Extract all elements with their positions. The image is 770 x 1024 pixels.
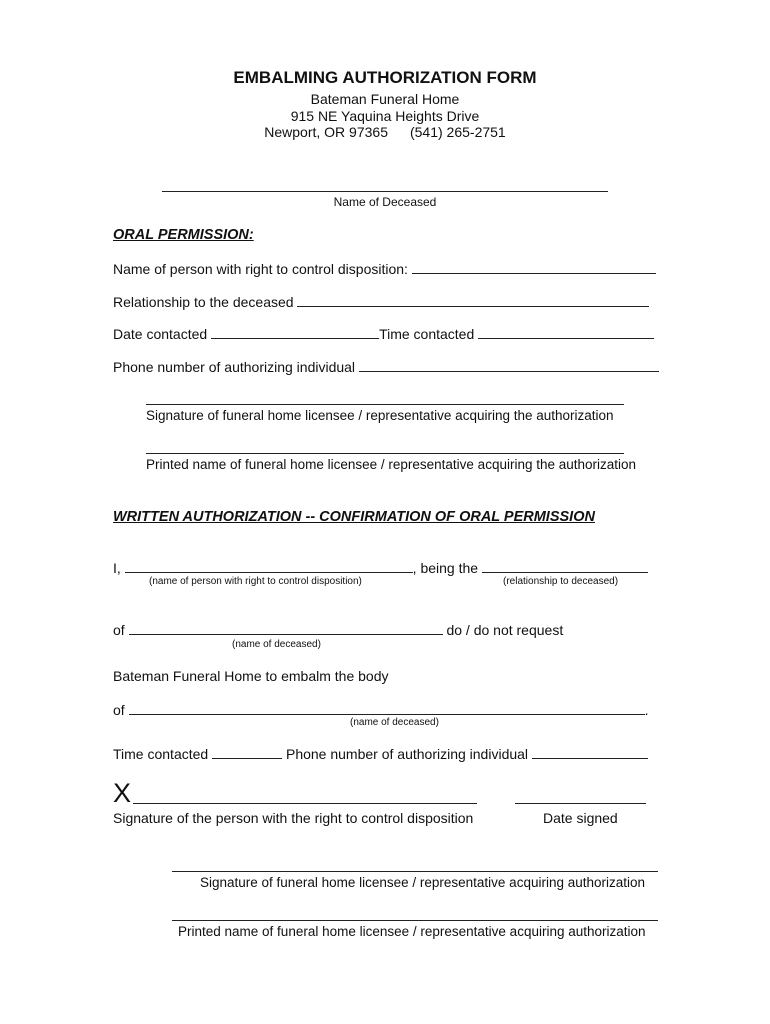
written-deceased-field[interactable] — [129, 633, 443, 635]
oral-person-row — [113, 261, 656, 277]
oral-date-time-row — [113, 326, 654, 342]
written-person-row — [113, 560, 648, 576]
business-address: 915 NE Yaquina Heights Drive — [290, 108, 480, 124]
oral-date-label: Date contacted — [113, 326, 208, 342]
oral-relationship-row — [113, 294, 649, 310]
oral-phone-label: Phone number of authorizing individual — [113, 359, 356, 375]
oral-permission-heading: ORAL PERMISSION: — [113, 227, 254, 243]
person-signature-field[interactable] — [133, 803, 477, 804]
person-signature-caption: Signature of the person with the right to control disposition — [113, 810, 474, 826]
business-city-state-zip: Newport, OR 97365 — [264, 124, 388, 140]
written-licensee-signature-field[interactable] — [172, 871, 658, 872]
oral-licensee-printed-field[interactable] — [146, 453, 624, 454]
deceased-name-caption: Name of Deceased — [333, 195, 437, 209]
written-licensee-printed-field[interactable] — [172, 920, 658, 921]
signature-x-mark: X — [113, 778, 132, 808]
oral-licensee-signature-caption: Signature of funeral home licensee / representative acquiring the authorization — [146, 408, 614, 423]
oral-phone-row — [113, 359, 659, 375]
oral-time-label: Time contacted — [379, 326, 475, 342]
written-period: . — [644, 702, 649, 718]
written-relationship-field[interactable] — [482, 571, 648, 573]
written-person-field[interactable] — [125, 571, 413, 573]
written-time-phone-row — [113, 746, 648, 762]
written-i-label: I, — [113, 560, 121, 576]
business-phone: (541) 265-2751 — [409, 124, 506, 140]
written-deceased-row-2 — [113, 702, 648, 718]
oral-relationship-field[interactable] — [297, 305, 649, 307]
oral-licensee-signature-field[interactable] — [146, 404, 624, 405]
written-relationship-hint: (relationship to deceased) — [503, 576, 619, 587]
written-embalm-text: Bateman Funeral Home to embalm the body — [113, 668, 389, 684]
written-deceased-hint-2: (name of deceased) — [350, 717, 439, 728]
written-person-hint: (name of person with right to control disposition) — [149, 576, 362, 587]
written-of-label: of — [113, 622, 125, 638]
written-phone-field[interactable] — [532, 757, 648, 759]
written-phone-label: Phone number of authorizing individual — [285, 746, 529, 762]
written-licensee-signature-caption: Signature of funeral home licensee / representative acquiring authorization — [200, 875, 646, 890]
oral-time-field[interactable] — [478, 337, 654, 339]
written-being-the-label: , being the — [412, 560, 479, 576]
written-of-label-2: of — [113, 702, 125, 718]
written-licensee-printed-caption: Printed name of funeral home licensee / representative acquiring authorization — [178, 924, 646, 939]
oral-phone-field[interactable] — [359, 370, 659, 372]
written-deceased-hint: (name of deceased) — [232, 639, 321, 650]
written-time-label: Time contacted — [113, 746, 209, 762]
oral-relationship-label: Relationship to the deceased — [113, 294, 294, 310]
oral-person-label: Name of person with right to control disposition: — [113, 261, 408, 277]
form-title: EMBALMING AUTHORIZATION FORM — [233, 68, 537, 87]
business-name: Bateman Funeral Home — [310, 91, 460, 107]
date-signed-field[interactable] — [515, 803, 646, 804]
written-deceased-field-2[interactable] — [129, 713, 645, 715]
oral-licensee-printed-caption: Printed name of funeral home licensee / representative acquiring the authorization — [146, 457, 637, 472]
business-city-phone — [0, 124, 770, 140]
written-authorization-heading: WRITTEN AUTHORIZATION -- CONFIRMATION OF ORAL PERMISSION — [113, 509, 595, 525]
oral-date-field[interactable] — [211, 337, 379, 339]
written-time-field[interactable] — [212, 757, 282, 759]
written-deceased-row — [113, 622, 563, 638]
oral-person-field[interactable] — [412, 272, 656, 274]
written-request-text: do / do not request — [446, 622, 564, 638]
date-signed-caption: Date signed — [543, 810, 618, 826]
deceased-name-field[interactable] — [162, 191, 608, 192]
